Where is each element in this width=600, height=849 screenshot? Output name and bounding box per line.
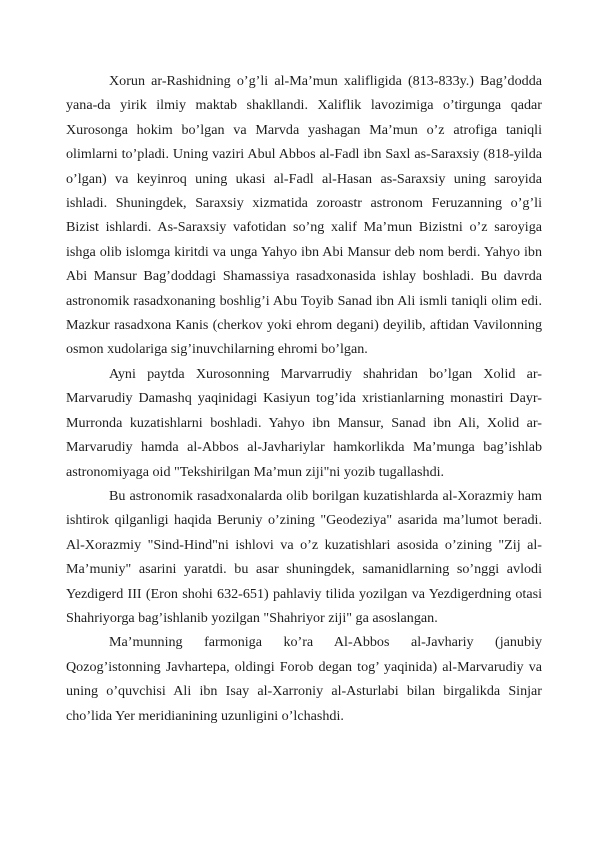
paragraph-3: Bu astronomik rasadxonalarda olib borilgan kuzatishlarda al-Xorazmiy ham ishtirok qilganligi haqida Beruniy o’zining "Geodeziya" asarida ma’lumot beradi. Al-Xorazmiy "Sind-Hind"ni ishlovi va o’z kuzatishlari asosida o’zining "Zij al-Ma’muniy" asarini yaratdi. bu asar shuningdek, samanidlarning so’nggi avlodi Yezdigerd III (Eron shohi 632-651) pahlaviy tilida yozilgan va Yezdigerdning otasi Shahriyorga bag’ishlanib yozilgan "Shahriyor ziji" ga asoslangan. xyxy=(66,487,542,626)
paragraph-1: Xorun ar-Rashidning o’g’li al-Ma’mun xalifligida (813-833y.) Bag’dodda yana-da yirik ilmiy maktab shakllandi. Xaliflik lavozimiga o’tirgunga qadar Xurosonga hokim bo’lgan va Marvda yashagan Ma’mun o’z atrofiga taniqli olimlarni to’pladi. Uning vaziri Abul Abbos al-Fadl ibn Saxl as-Saraxsiy (818-yilda o’lgan) va keyinroq uning ukasi al-Fadl al-Hasan as-Saraxsiy uning saroyida ishladi. Shuningdek, Saraxsiy xizmatida zoroastr astronom Feruzanning o’g’li Bizist ishlardi. As-Saraxsiy vafotidan so’ng xalif Ma’mun Bizistni o’z saroyiga ishga olib islomga kiritdi va unga Yahyo ibn Abi Mansur deb nom berdi. Yahyo ibn Abi Mansur Bag’doddagi Shamassiya rasadxonasida ishlay boshladi. Bu davrda astronomik rasadxonaning boshlig’i Abu Toyib Sanad ibn Ali ismli taniqli olim edi. Mazkur rasadxona Kanis (cherkov yoki ehrom degani) deyilib, aftidan Vavilonning osmon xudolariga sig’inuvchilarning ehromi bo’lgan. xyxy=(66,73,542,358)
paragraph-4: Ma’munning farmoniga ko’ra Al-Abbos al-Javhariy (janubiy Qozog’istonning Javhartepa, oldingi Forob degan tog’ yaqinida) al-Marvarudiy va uning o’quvchisi Ali ibn Isay al-Xarroniy al-Asturlabi bilan birgalikda Sinjar cho’lida Yer meridianining uzunligini o’lchashdi. xyxy=(66,634,542,724)
document-body xyxy=(66,69,542,728)
paragraph-2: Ayni paytda Xurosonning Marvarrudiy shahridan bo’lgan Xolid ar-Marvarudiy Damashq yaqinidagi Kasiyun tog’ida xristianlarning monastiri Dayr-Murronda kuzatishlarni boshladi. Yahyo ibn Mansur, Sanad ibn Ali, Xolid ar-Marvarudiy hamda al-Abbos al-Javhariylar hamkorlikda Ma’munga bag’ishlab astronomiyaga oid "Tekshirilgan Ma’mun ziji"ni yozib tugallashdi. xyxy=(66,365,542,480)
